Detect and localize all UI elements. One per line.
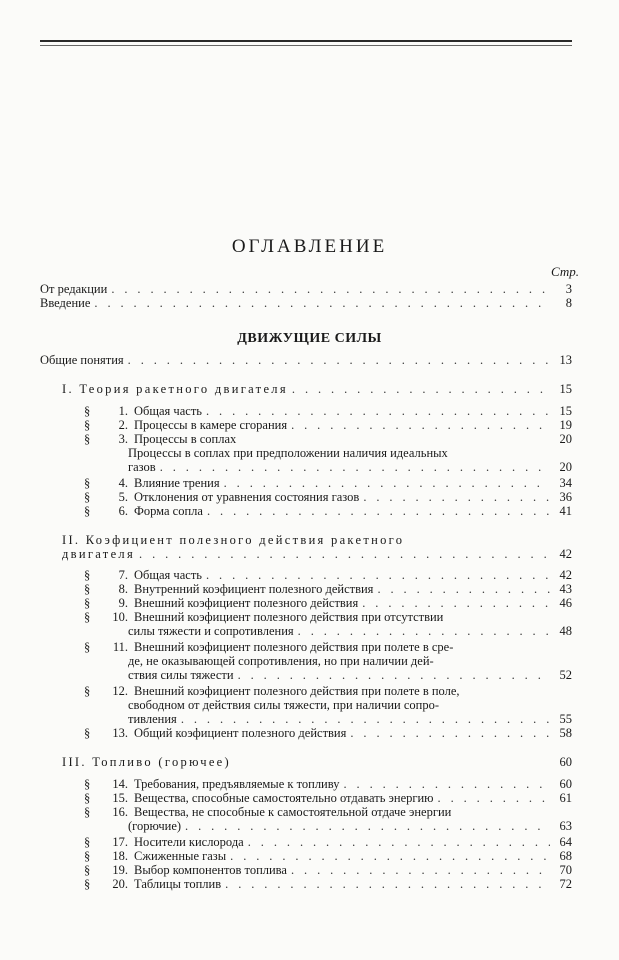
toc-entry-continuation[interactable] bbox=[128, 669, 572, 682]
toc-entry-page: 41 bbox=[559, 504, 572, 518]
entry-number: 20. bbox=[112, 877, 128, 891]
entry-number: 5. bbox=[118, 490, 128, 504]
toc-entry[interactable] bbox=[84, 792, 572, 805]
section-sign: § bbox=[84, 490, 91, 504]
leader-dots bbox=[377, 583, 550, 596]
entry-number: 13. bbox=[112, 726, 128, 740]
toc-entry-title: Процессы в соплах bbox=[134, 432, 237, 446]
top-rule-thin bbox=[40, 45, 572, 46]
entry-number: 6. bbox=[118, 504, 128, 518]
toc-entry-title: Внешний коэфициент полезного действия при полете в сре- bbox=[134, 640, 454, 654]
leader-dots bbox=[185, 820, 550, 833]
toc-entry-title: силы тяжести и сопротивления bbox=[128, 624, 294, 638]
chapter-title: I. Теория ракетного двигателя bbox=[62, 382, 288, 396]
toc-entry-page: 52 bbox=[559, 668, 572, 682]
toc-entry-page: 13 bbox=[559, 353, 572, 367]
leader-dots bbox=[224, 477, 550, 490]
top-rule bbox=[40, 40, 572, 42]
toc-entry-title: Носители кислорода bbox=[134, 835, 244, 849]
toc-entry[interactable] bbox=[84, 611, 572, 624]
toc-entry-page: 20 bbox=[559, 432, 572, 446]
toc-entry-title: Введение bbox=[40, 296, 91, 310]
leader-dots bbox=[206, 569, 550, 582]
section-sign: § bbox=[84, 684, 91, 698]
leader-dots bbox=[206, 405, 550, 418]
section-sign: § bbox=[84, 640, 91, 654]
section-sign: § bbox=[84, 582, 91, 596]
leader-dots bbox=[343, 778, 550, 791]
toc-entry-page: 42 bbox=[559, 547, 572, 561]
toc-entry-title: Сжиженные газы bbox=[134, 849, 227, 863]
section-sign: § bbox=[84, 726, 91, 740]
section-title: ДВИЖУЩИЕ СИЛЫ bbox=[237, 331, 382, 346]
toc-entry-title: Форма сопла bbox=[134, 504, 203, 518]
section-sign: § bbox=[84, 805, 91, 819]
toc-entry-page: 63 bbox=[559, 819, 572, 833]
chapter-entry[interactable] bbox=[62, 383, 572, 396]
toc-entry[interactable] bbox=[84, 806, 572, 819]
leader-dots bbox=[160, 461, 550, 474]
toc-entry-page: 48 bbox=[559, 624, 572, 638]
toc-entry-page: 8 bbox=[565, 296, 572, 310]
leader-dots bbox=[248, 836, 550, 849]
toc-entry-page: 36 bbox=[559, 490, 572, 504]
toc-entry[interactable] bbox=[40, 354, 572, 367]
toc-entry[interactable] bbox=[84, 850, 572, 863]
leader-dots bbox=[181, 713, 550, 726]
toc-entry[interactable] bbox=[84, 419, 572, 432]
toc-entry-title: Отклонения от уравнения состояния газов bbox=[134, 490, 360, 504]
toc-entry-title: ствия силы тяжести bbox=[128, 668, 234, 682]
leader-dots bbox=[238, 669, 550, 682]
toc-subentry[interactable] bbox=[128, 461, 572, 474]
section-sign: § bbox=[84, 849, 91, 863]
leader-dots bbox=[94, 297, 550, 310]
toc-entry[interactable] bbox=[84, 727, 572, 740]
toc-entry-page: 34 bbox=[559, 476, 572, 490]
entry-number: 7. bbox=[118, 568, 128, 582]
toc-entry-page: 68 bbox=[559, 849, 572, 863]
entry-number: 12. bbox=[112, 684, 128, 698]
toc-entry[interactable] bbox=[84, 491, 572, 504]
leader-dots bbox=[111, 283, 550, 296]
section-sign: § bbox=[84, 476, 91, 490]
entry-number: 2. bbox=[118, 418, 128, 432]
section-sign: § bbox=[84, 835, 91, 849]
toc-entry-title: Общий коэфициент полезного действия bbox=[134, 726, 347, 740]
leader-dots bbox=[298, 625, 550, 638]
section-sign: § bbox=[84, 404, 91, 418]
chapter-entry[interactable] bbox=[62, 548, 572, 561]
toc-entry-continuation: де, не оказывающей сопротивления, но при наличии дей- bbox=[128, 654, 434, 668]
toc-entry-page: 60 bbox=[559, 755, 572, 769]
entry-number: 1. bbox=[118, 404, 128, 418]
toc-entry-continuation: свободном от действия силы тяжести, при наличии сопро- bbox=[128, 698, 440, 712]
toc-entry-title: Вещества, не способные к самостоятельной отдаче энергии bbox=[134, 805, 452, 819]
toc-entry[interactable] bbox=[40, 297, 572, 310]
toc-entry[interactable] bbox=[84, 878, 572, 891]
section-sign: § bbox=[84, 596, 91, 610]
entry-number: 11. bbox=[112, 640, 128, 654]
toc-entry-page: 70 bbox=[559, 863, 572, 877]
toc-entry-title: Внешний коэфициент полезного действия при полете в поле, bbox=[134, 684, 460, 698]
toc-entry-title: Таблицы топлив bbox=[134, 877, 222, 891]
chapter-title: III. Топливо (горючее) bbox=[62, 755, 231, 769]
toc-entry-title: (горючие) bbox=[128, 819, 182, 833]
section-sign: § bbox=[84, 418, 91, 432]
toc-entry[interactable] bbox=[84, 433, 572, 446]
entry-number: 15. bbox=[112, 791, 128, 805]
toc-entry-page: 15 bbox=[559, 382, 572, 396]
toc-entry[interactable] bbox=[84, 405, 572, 418]
toc-entry-title: Вещества, способные самостоятельно отдавать энергию bbox=[134, 791, 434, 805]
toc-entry[interactable] bbox=[84, 505, 572, 518]
toc-entry-title: Внутренний коэфициент полезного действия bbox=[134, 582, 374, 596]
toc-entry[interactable] bbox=[84, 597, 572, 610]
toc-entry[interactable] bbox=[84, 778, 572, 791]
section-sign: § bbox=[84, 610, 91, 624]
page-column-label: Стр. bbox=[551, 264, 579, 279]
leader-dots bbox=[350, 727, 550, 740]
entry-number: 17. bbox=[112, 835, 128, 849]
subentry-line: Процессы в соплах при предположении наличия идеальных bbox=[128, 446, 448, 460]
toc-entry-page: 42 bbox=[559, 568, 572, 582]
toc-entry-continuation[interactable] bbox=[128, 713, 572, 726]
toc-entry[interactable] bbox=[40, 283, 572, 296]
toc-entry[interactable] bbox=[84, 864, 572, 877]
leader-dots bbox=[207, 505, 550, 518]
toc-entry-title: Требования, предъявляемые к топливу bbox=[134, 777, 340, 791]
toc-entry-page: 3 bbox=[565, 282, 572, 296]
toc-entry[interactable] bbox=[84, 836, 572, 849]
toc-entry-page: 19 bbox=[559, 418, 572, 432]
toc-entry[interactable] bbox=[84, 685, 572, 698]
leader-dots bbox=[128, 354, 550, 367]
entry-number: 18. bbox=[112, 849, 128, 863]
section-sign: § bbox=[84, 877, 91, 891]
leader-dots bbox=[362, 597, 550, 610]
leader-dots bbox=[292, 383, 550, 396]
toc-entry-title: Общие понятия bbox=[40, 353, 124, 367]
toc-entry-continuation[interactable] bbox=[128, 625, 572, 638]
toc-entry[interactable] bbox=[84, 641, 572, 654]
toc-entry-page: 43 bbox=[559, 582, 572, 596]
leader-dots bbox=[363, 491, 550, 504]
section-sign: § bbox=[84, 432, 91, 446]
chapter-title: II. Коэфициент полезного действия ракетного bbox=[62, 533, 405, 547]
section-sign: § bbox=[84, 863, 91, 877]
toc-entry[interactable] bbox=[84, 569, 572, 582]
toc-entry-page: 15 bbox=[559, 404, 572, 418]
entry-number: 4. bbox=[118, 476, 128, 490]
toc-entry-page: 58 bbox=[559, 726, 572, 740]
toc-entry-page: 55 bbox=[559, 712, 572, 726]
entry-number: 19. bbox=[112, 863, 128, 877]
toc-entry-title: Общая часть bbox=[134, 404, 202, 418]
toc-entry-title: газов bbox=[128, 460, 156, 474]
leader-dots bbox=[230, 850, 550, 863]
toc-entry-title: Процессы в камере сгорания bbox=[134, 418, 288, 432]
entry-number: 14. bbox=[112, 777, 128, 791]
leader-dots bbox=[225, 878, 550, 891]
toc-entry-title: Внешний коэфициент полезного действия bbox=[134, 596, 359, 610]
toc-entry[interactable] bbox=[84, 477, 572, 490]
toc-entry-title: Выбор компонентов топлива bbox=[134, 863, 287, 877]
toc-entry-title: тивления bbox=[128, 712, 177, 726]
section-sign: § bbox=[84, 504, 91, 518]
entry-number: 10. bbox=[112, 610, 128, 624]
page-title: ОГЛАВЛЕНИЕ bbox=[231, 236, 388, 257]
entry-number: 9. bbox=[118, 596, 128, 610]
toc-entry-page: 61 bbox=[559, 791, 572, 805]
chapter-entry[interactable] bbox=[62, 756, 572, 769]
section-sign: § bbox=[84, 777, 91, 791]
toc-entry-page: 72 bbox=[559, 877, 572, 891]
chapter-title: двигателя bbox=[62, 547, 136, 561]
leader-dots bbox=[139, 548, 550, 561]
toc-entry-title: Внешний коэфициент полезного действия при отсутствии bbox=[134, 610, 444, 624]
section-sign: § bbox=[84, 568, 91, 582]
toc-entry-page: 20 bbox=[559, 460, 572, 474]
toc-entry-page: 64 bbox=[559, 835, 572, 849]
toc-entry[interactable] bbox=[84, 583, 572, 596]
toc-entry-page: 46 bbox=[559, 596, 572, 610]
leader-dots bbox=[438, 792, 550, 805]
entry-number: 3. bbox=[118, 432, 128, 446]
entry-number: 16. bbox=[112, 805, 128, 819]
leader-dots bbox=[291, 864, 550, 877]
toc-entry-title: Влияние трения bbox=[134, 476, 220, 490]
toc-entry-page: 60 bbox=[559, 777, 572, 791]
section-sign: § bbox=[84, 791, 91, 805]
entry-number: 8. bbox=[118, 582, 128, 596]
toc-entry-title: Общая часть bbox=[134, 568, 202, 582]
toc-entry-continuation[interactable] bbox=[128, 820, 572, 833]
toc-entry-title: От редакции bbox=[40, 282, 108, 296]
leader-dots bbox=[291, 419, 550, 432]
